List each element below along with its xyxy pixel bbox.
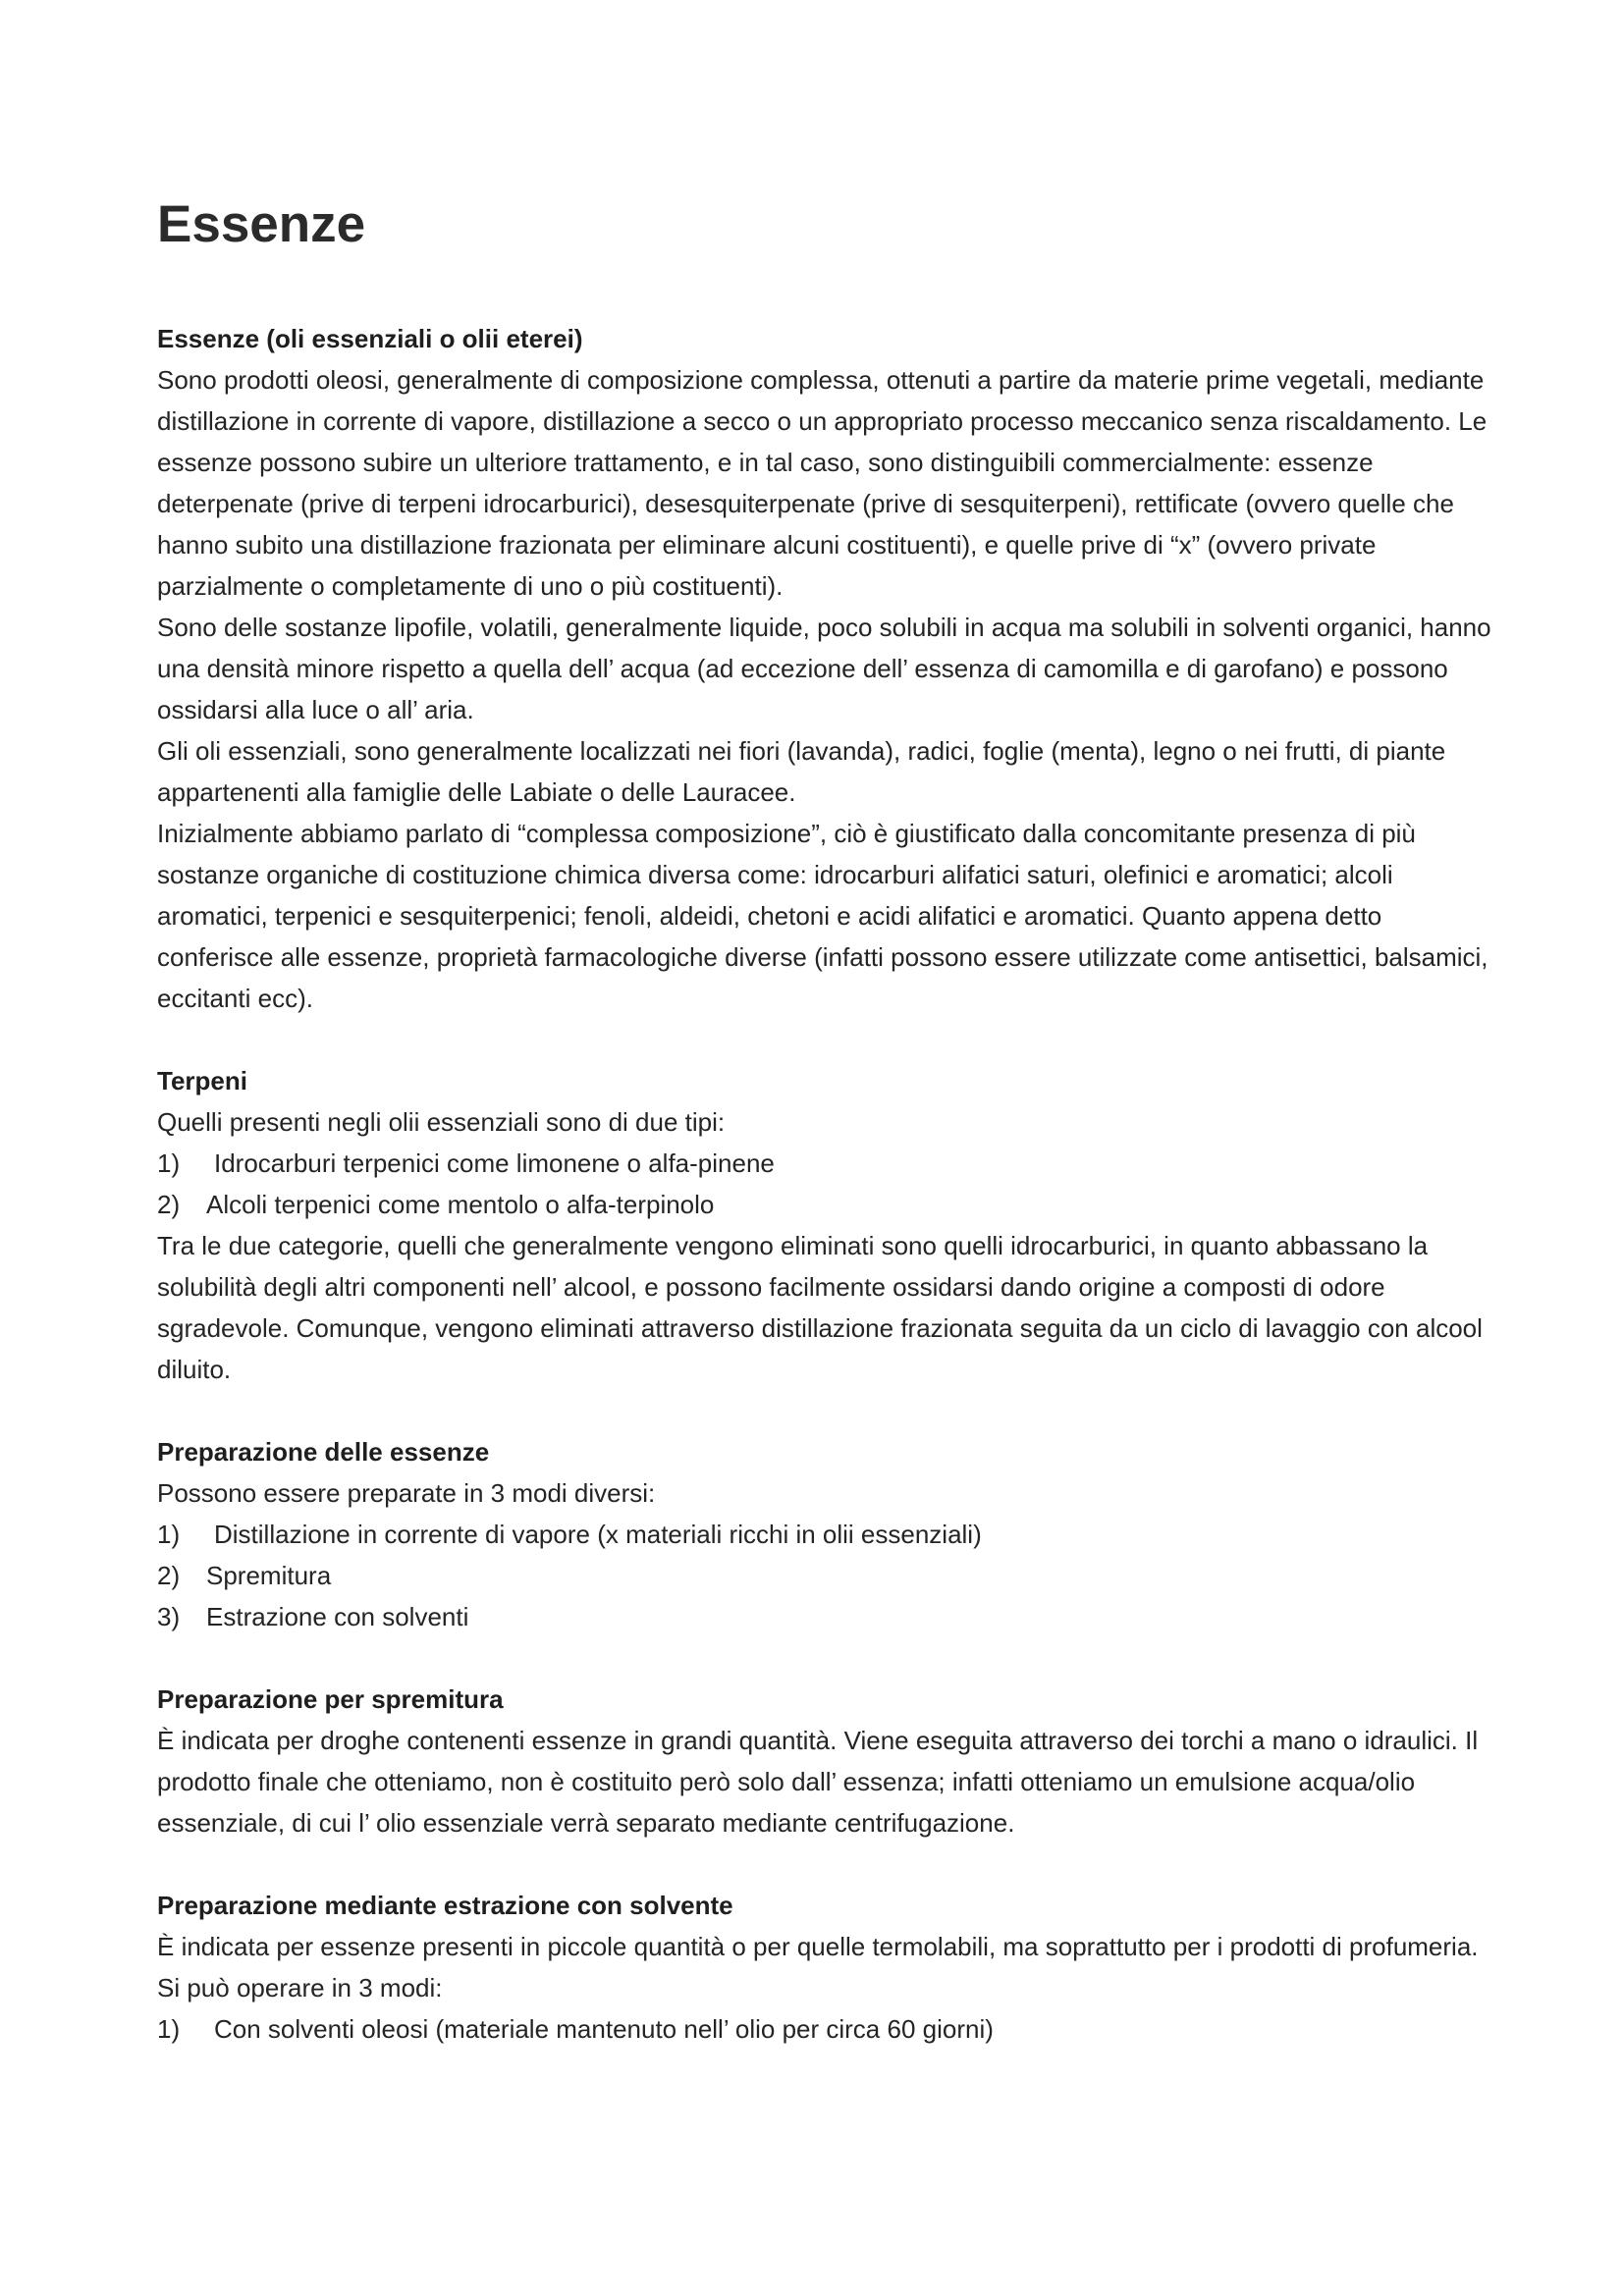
numbered-list xyxy=(157,1514,1492,1637)
section-heading: Terpeni xyxy=(157,1066,247,1095)
section-spremitura xyxy=(157,1679,1492,1843)
paragraph: È indicata per essenze presenti in piccole quantità o per quelle termolabili, ma soprattutto per i prodotti di profumeria. xyxy=(157,1932,1479,1961)
paragraph: Gli oli essenziali, sono generalmente localizzati nei fiori (lavanda), radici, foglie (menta), legno o nei frutti, di piante appartenenti alla famiglie delle Labiate o delle Lauracee. xyxy=(157,736,1446,807)
list-item xyxy=(157,1555,1492,1596)
paragraph: Sono prodotti oleosi, generalmente di composizione complessa, ottenuti a partire da materie prime vegetali, mediante distillazione in corrente di vapore, distillazione a secco o un appropriato processo meccanico senza riscaldamento. Le essenze possono subire un ulteriore trattamento, e in tal caso, sono distinguibili commercialmente: essenze deterpenate (prive di terpeni idrocarburici), desesquiterpenate (prive di sesquiterpeni), rettificate (ovvero quelle che hanno subito una distillazione frazionata per eliminare alcuni costituenti), e quelle prive di “x” (ovvero private parzialmente o completamente di uno o più costituenti). xyxy=(157,365,1488,601)
list-item-text: Alcoli terpenici come mentolo o alfa-terpinolo xyxy=(206,1190,715,1219)
list-intro: Si può operare in 3 modi: xyxy=(157,1973,443,2002)
list-item-text: Con solventi oleosi (materiale mantenuto nell’ olio per circa 60 giorni) xyxy=(214,2014,994,2044)
list-item-text: Spremitura xyxy=(206,1561,332,1590)
section-heading: Preparazione mediante estrazione con solvente xyxy=(157,1891,733,1920)
section-heading: Preparazione delle essenze xyxy=(157,1437,490,1467)
list-number: 1) xyxy=(157,1148,181,1178)
section-essenze xyxy=(157,318,1492,1019)
list-item-text: Distillazione in corrente di vapore (x materiali ricchi in olii essenziali) xyxy=(214,1520,982,1549)
list-item xyxy=(157,1596,1492,1637)
list-intro: Possono essere preparate in 3 modi diversi: xyxy=(157,1478,656,1508)
paragraph: Tra le due categorie, quelli che generalmente vengono eliminati sono quelli idrocarburici, in quanto abbassano la solubilità degli altri componenti nell’ alcool, e possono facilmente ossidarsi dando origine a composti di odore sgradevole. Comunque, vengono eliminati attraverso distillazione frazionata seguita da un ciclo di lavaggio con alcool diluito. xyxy=(157,1231,1483,1384)
list-item-text: Estrazione con solventi xyxy=(206,1602,469,1631)
list-intro: Quelli presenti negli olii essenziali sono di due tipi: xyxy=(157,1107,726,1137)
list-number: 3) xyxy=(157,1602,181,1631)
list-number: 2) xyxy=(157,1561,181,1590)
numbered-list xyxy=(157,1143,1492,1225)
section-heading: Preparazione per spremitura xyxy=(157,1684,504,1714)
page-title: Essenze xyxy=(157,195,366,253)
list-number: 1) xyxy=(157,2014,181,2044)
paragraph: Inizialmente abbiamo parlato di “complessa composizione”, ciò è giustificato dalla concomitante presenza di più sostanze organiche di costituzione chimica diversa come: idrocarburi alifatici saturi, olefinici e aromatici; alcoli aromatici, terpenici e sesquiterpenici; fenoli, aldeidi, chetoni e acidi alifatici e aromatici. Quanto appena detto conferisce alle essenze, proprietà farmacologiche diverse (infatti possono essere utilizzate come antisettici, balsamici, eccitanti ecc). xyxy=(157,819,1488,1013)
section-preparazione-essenze xyxy=(157,1431,1492,1637)
list-item xyxy=(157,2008,1492,2050)
section-terpeni xyxy=(157,1060,1492,1390)
list-item xyxy=(157,1143,1492,1184)
list-item xyxy=(157,1184,1492,1225)
paragraph: Sono delle sostanze lipofile, volatili, generalmente liquide, poco solubili in acqua ma solubili in solventi organici, hanno una densità minore rispetto a quella dell’ acqua (ad eccezione dell’ essenza di camomilla e di garofano) e possono ossidarsi alla luce o all’ aria. xyxy=(157,613,1491,724)
section-estrazione-solvente xyxy=(157,1885,1492,2050)
section-heading: Essenze (oli essenziali o olii eterei) xyxy=(157,324,583,353)
list-number: 2) xyxy=(157,1190,181,1219)
paragraph: È indicata per droghe contenenti essenze in grandi quantità. Viene eseguita attraverso dei torchi a mano o idraulici. Il prodotto finale che otteniamo, non è costituito però solo dall’ essenza; infatti otteniamo un emulsione acqua/olio essenziale, di cui l’ olio essenziale verrà separato mediante centrifugazione. xyxy=(157,1726,1479,1838)
document-body xyxy=(157,192,1492,2091)
list-number: 1) xyxy=(157,1520,181,1549)
list-item-text: Idrocarburi terpenici come limonene o alfa-pinene xyxy=(214,1148,775,1178)
numbered-list xyxy=(157,2008,1492,2050)
list-item xyxy=(157,1514,1492,1555)
